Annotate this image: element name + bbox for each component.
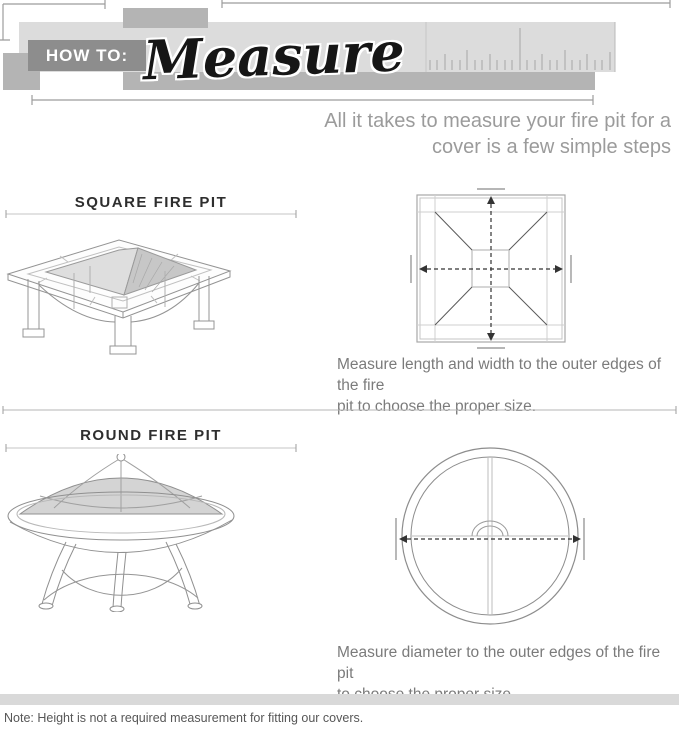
corner-measure-line — [0, 0, 105, 40]
how-to-kicker-box — [28, 40, 146, 71]
square-heading-underline — [5, 209, 297, 219]
intro-text — [271, 108, 671, 160]
square-caption-line-1: Measure length and width to the outer edges of the fire — [337, 356, 661, 394]
center-handle — [472, 521, 508, 536]
square-section-heading: SQUARE FIRE PIT — [74, 194, 228, 211]
round-fire-pit-illustration — [2, 454, 240, 612]
round-section-heading: ROUND FIRE PIT — [80, 427, 222, 444]
square-caption-line-2: pit to choose the proper size. — [337, 398, 537, 415]
page-title: Measure — [141, 19, 406, 93]
intro-line-2: cover is a few simple steps — [432, 136, 671, 158]
round-heading-underline — [5, 443, 297, 453]
square-top-view-diagram — [402, 184, 580, 354]
footer-note: Note: Height is not a required measurement for fitting our covers. — [4, 711, 364, 725]
section-divider-line — [2, 405, 677, 415]
top-measure-line — [222, 0, 670, 8]
footer-divider-bar — [0, 694, 679, 705]
round-top-view-diagram — [392, 438, 588, 634]
screen-cross-bars — [411, 458, 569, 614]
ruler-tick-marks — [430, 28, 610, 70]
round-caption-line-1: Measure diameter to the outer edges of the fire pit — [337, 644, 661, 682]
intro-line-1: All it takes to measure your fire pit for a — [324, 110, 671, 132]
how-to-kicker-label: HOW TO: — [45, 45, 129, 65]
square-fire-pit-illustration — [2, 221, 235, 361]
